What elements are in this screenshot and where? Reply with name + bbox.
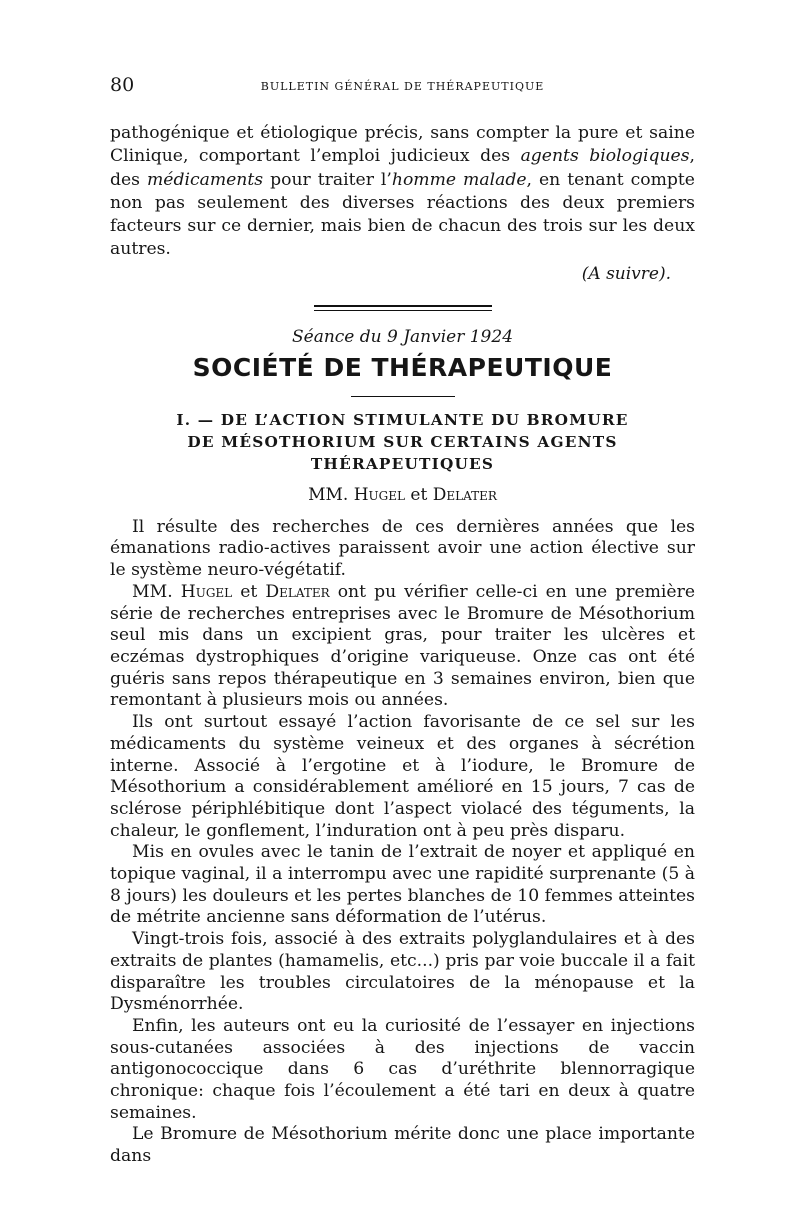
body-paragraph: Ils ont surtout essayé l’action favorisante de ce sel sur les médicaments du système veineux et des organes à sécrétion interne. Associé à l’ergotine et à l’iodure, le Bromure de Mésothorium a considérablement amélioré en 15 jours, 7 cas de sclérose périphlébitique dont l’aspect violacé des téguments, la chaleur, le gonflement, l’induration ont à peu près disparu.: [110, 712, 695, 841]
article-title-line-3: THÉRAPEUTIQUES: [310, 454, 495, 473]
body-paragraph: Vingt-trois fois, associé à des extraits polyglandulaires et à des extraits de plantes (hamamelis, etc...) pris par voie buccale il a fait disparaître les troubles circulatoires de la ménopause et la Dysménorrhée.: [110, 929, 695, 1015]
author-name: Delater: [265, 581, 330, 602]
article-title-line-1: I. — DE L’ACTION STIMULANTE DU BROMURE: [176, 410, 629, 429]
article-title: [110, 409, 695, 475]
document-page: [110, 70, 695, 1168]
section-divider: [351, 396, 455, 397]
article-authors: [110, 485, 695, 505]
italic-segment: homme malade: [391, 169, 527, 190]
author-name: Delater: [432, 484, 497, 505]
text-segment: pour traiter l’: [263, 169, 392, 190]
session-date: Séance du 9 Janvier 1924: [291, 326, 514, 347]
authors-prefix: MM.: [308, 484, 349, 505]
journal-title: BULLETIN GÉNÉRAL DE THÉRAPEUTIQUE: [260, 80, 545, 93]
running-header: [110, 70, 695, 98]
author-name: Hugel: [180, 581, 233, 602]
continuation-paragraph: [110, 122, 695, 262]
body-paragraph: Le Bromure de Mésothorium mérite donc une place importante dans: [110, 1124, 695, 1167]
article-title-line-2: DE MÉSOTHORIUM SUR CERTAINS AGENTS: [187, 432, 618, 451]
italic-segment: médicaments: [147, 169, 264, 190]
body-paragraph: Enfin, les auteurs ont eu la curiosité de l’essayer en injections sous-cutanées associées à des injections de vaccin antigonococcique dans 6 cas d’uréthrite blennorragique chronique: chaque fois l’écoulement a été tari en deux à quatre semaines.: [110, 1015, 695, 1123]
body-paragraph: Mis en ovules avec le tanin de l’extrait de noyer et appliqué en topique vaginal, il a interrompu avec une rapidité surprenante (5 à 8 jours) les douleurs et les pertes blanches de 10 femmes atteintes de métrite ancienne sans déformation de l’utérus.: [110, 842, 695, 928]
double-rule-divider: [314, 305, 492, 311]
italic-segment: agents biologiques: [520, 146, 690, 167]
text-segment: et: [240, 581, 258, 602]
text-segment: , en tenant compte non pas seulement des diverses réactions des deux premiers facteurs sur ce dernier, mais bien de chacun des trois sur les deux autres.: [110, 169, 695, 260]
society-title: SOCIÉTÉ DE THÉRAPEUTIQUE: [192, 352, 613, 382]
text-segment: pathogénique et étiologique précis, sans compter la pure et saine Clinique, comportant l’emploi judicieux des: [110, 123, 695, 167]
to-be-continued: (A suivre).: [581, 263, 671, 284]
page-number: 80: [110, 74, 135, 96]
author-name: Hugel: [353, 484, 405, 505]
text-segment: ont pu vérifier celle-ci en une première série de recherches entreprises avec le Bromure de Mésothorium seul mis dans un excipient gras, pour traiter les ulcères et eczémas dystrophiques d’origine variqueuse. Onze cas ont été guéris sans repos thérapeutique en 3 semaines environ, bien que remontant à plusieurs mois ou années.: [110, 581, 695, 711]
text-segment: , des: [110, 146, 695, 190]
authors-conjunction: et: [410, 484, 428, 505]
body-paragraph: [110, 582, 695, 712]
body-paragraph: Il résulte des recherches de ces dernières années que les émanations radio-actives paraissent avoir une action élective sur le système neuro-végétatif.: [110, 516, 695, 581]
text-segment: MM.: [132, 581, 173, 602]
